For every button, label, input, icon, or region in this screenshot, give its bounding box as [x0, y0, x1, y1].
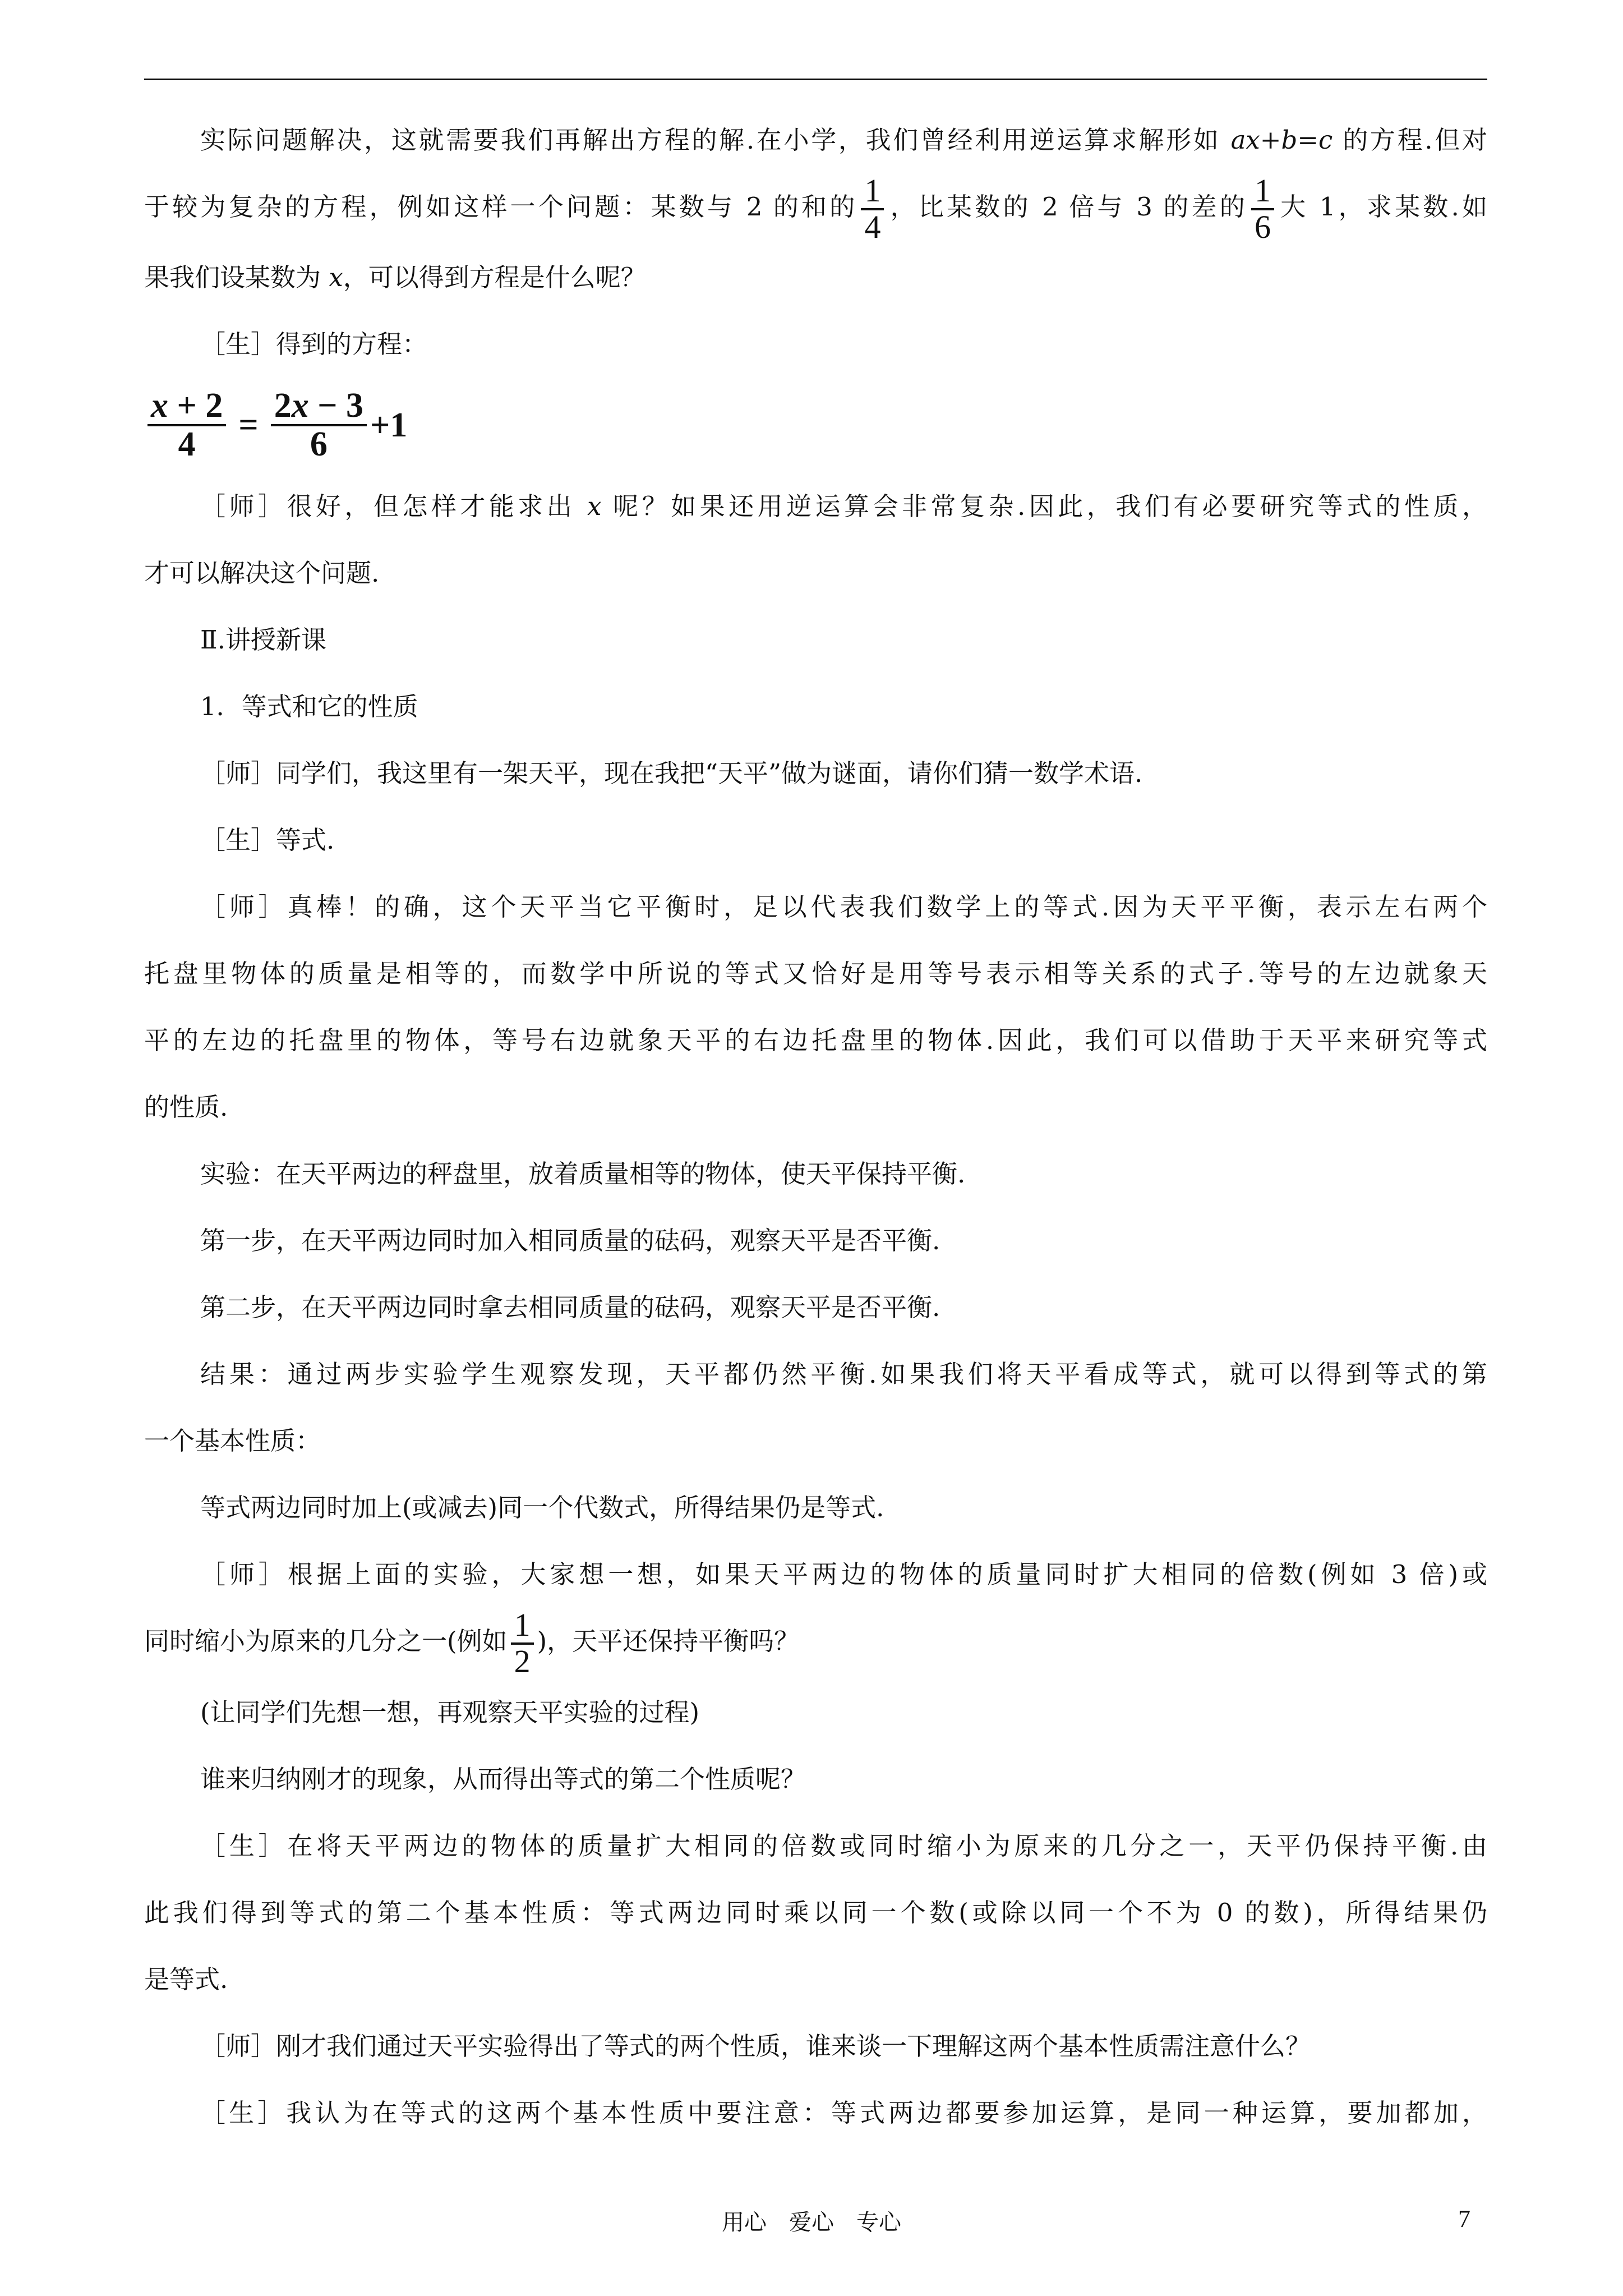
- paragraph: ［生］在将天平两边的物体的质量扩大相同的倍数或同时缩小为原来的几分之一，天平仍保持平衡.由: [200, 1830, 1487, 1861]
- paragraph: 谁来归纳刚才的现象，从而得出等式的第二个性质呢？: [200, 1764, 806, 1794]
- paragraph: 第二步，在天平两边同时拿去相同质量的砝码，观察天平是否平衡.: [200, 1292, 940, 1323]
- paragraph: ［师］同学们，我这里有一架天平，现在我把“天平”做为谜面，请你们猜一数学术语.: [200, 758, 1143, 789]
- header-rule: [144, 79, 1487, 80]
- paragraph: ［生］得到的方程：: [200, 329, 428, 360]
- paragraph: ［生］等式.: [200, 825, 335, 855]
- page-body: [144, 107, 1487, 2146]
- fraction: $\frac{2x - 3}{6}$: [271, 388, 367, 463]
- paragraph: ［师］根据上面的实验，大家想一想，如果天平两边的物体的质量同时扩大相同的倍数(例如 3 倍)或: [200, 1559, 1487, 1590]
- paragraph: 果我们设某数为 x，可以得到方程是什么呢？: [144, 263, 646, 293]
- fraction: $\frac{x + 2}{4}$: [147, 388, 226, 463]
- paragraph: 托盘里物体的质量是相等的，而数学中所说的等式又恰好是用等号表示相等关系的式子.等号的左边就象天: [144, 959, 1487, 989]
- paragraph: 平的左边的托盘里的物体，等号右边就象天平的右边托盘里的物体.因此，我们可以借助于天平来研究等式: [144, 1025, 1487, 1056]
- paragraph: 同时缩小为原来的几分之一(例如 $\frac{1}{2}$ )，天平还保持平衡吗？: [144, 1607, 800, 1680]
- page-number: 7: [1458, 2205, 1470, 2233]
- paragraph: ［生］我认为在等式的这两个基本性质中要注意：等式两边都要参加运算，是同一种运算，要加都加，: [200, 2097, 1487, 2128]
- fraction: $\frac{1}{4}$: [861, 174, 884, 245]
- subsection-heading: 1．等式和它的性质: [200, 692, 418, 722]
- paragraph: ［师］真棒！的确，这个天平当它平衡时，足以代表我们数学上的等式.因为天平平衡，表示左右两个: [200, 892, 1487, 922]
- equation: $\frac{x + 2}{4}$ = $\frac{2x - 3}{6}$ +1: [144, 378, 1487, 473]
- fraction: $\frac{1}{2}$: [511, 1608, 534, 1679]
- paragraph: 一个基本性质：: [144, 1426, 321, 1456]
- paragraph: 实际问题解决，这就需要我们再解出方程的解.在小学，我们曾经利用逆运算求解形如 ax+b=c 的方程.但对: [200, 125, 1487, 155]
- paragraph: 是等式.: [144, 1964, 228, 1994]
- paragraph: 此我们得到等式的第二个基本性质：等式两边同时乘以同一个数(或除以同一个不为 0 的数)，所得结果仍: [144, 1897, 1487, 1927]
- paragraph: ［师］很好，但怎样才能求出 x 呢？如果还用逆运算会非常复杂.因此，我们有必要研究等式的性质，: [200, 491, 1487, 522]
- paragraph: 等式两边同时加上(或减去)同一个代数式，所得结果仍是等式.: [200, 1493, 884, 1523]
- paragraph: 才可以解决这个问题.: [144, 558, 380, 588]
- paragraph: ［师］刚才我们通过天平实验得出了等式的两个性质，谁来谈一下理解这两个基本性质需注意什么？: [200, 2031, 1311, 2061]
- paragraph: 的性质.: [144, 1092, 228, 1122]
- paragraph: (让同学们先想一想，再观察天平实验的过程): [200, 1697, 700, 1727]
- paragraph: 于较为复杂的方程，例如这样一个问题：某数与 2 的和的 $\frac{1}{4}$ ，比某数的 2 倍与 3 的差的 $\frac{1}{6}$ 大 1，求某数.如: [144, 172, 1487, 245]
- paragraph: 结果：通过两步实验学生观察发现，天平都仍然平衡.如果我们将天平看成等式，就可以得到等式的第: [200, 1359, 1487, 1389]
- fraction: $\frac{1}{6}$: [1251, 174, 1274, 245]
- paragraph: 第一步，在天平两边同时加入相同质量的砝码，观察天平是否平衡.: [200, 1226, 940, 1256]
- paragraph: 实验：在天平两边的秤盘里，放着质量相等的物体，使天平保持平衡.: [200, 1159, 966, 1189]
- section-heading: Ⅱ.讲授新课: [200, 625, 326, 655]
- footer-motto: 用心 爱心 专心: [722, 2210, 901, 2235]
